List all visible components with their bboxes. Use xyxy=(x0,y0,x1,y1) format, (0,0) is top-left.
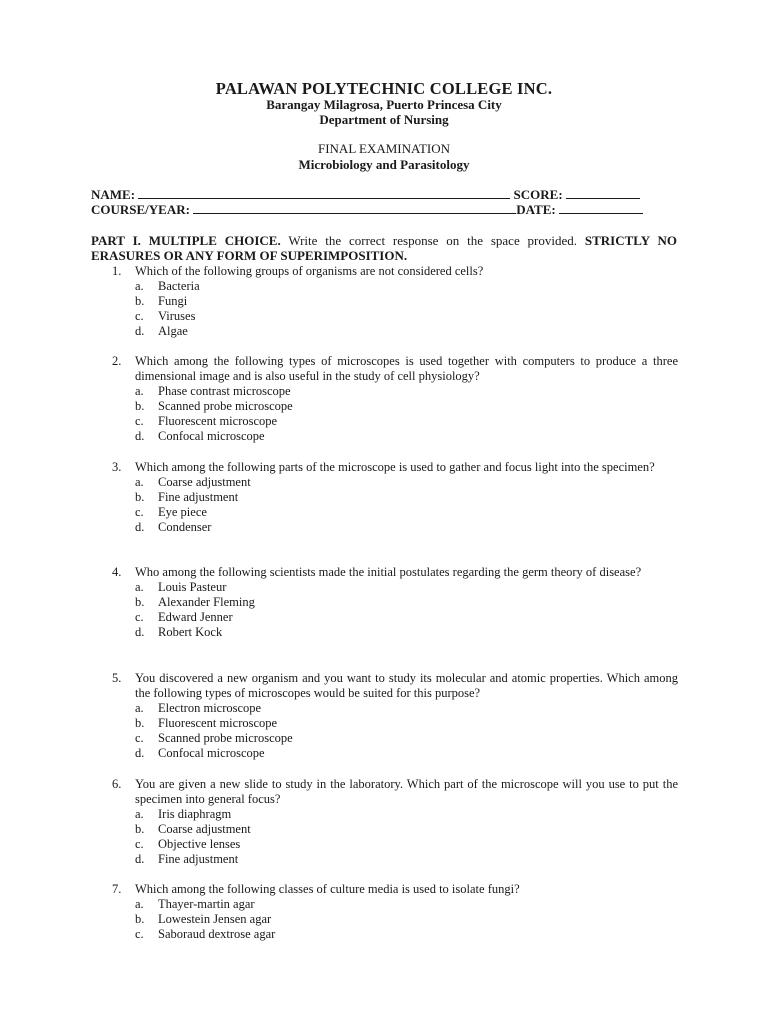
option-text: Confocal microscope xyxy=(158,746,265,760)
option-text: Louis Pasteur xyxy=(158,580,227,594)
option-text: Lowestein Jensen agar xyxy=(158,912,272,926)
option-letter: d. xyxy=(135,429,145,443)
option-letter: b. xyxy=(135,822,145,836)
answer-option xyxy=(135,731,678,746)
option-letter: d. xyxy=(135,324,145,338)
question-number: 7. xyxy=(112,882,122,896)
option-text: Fungi xyxy=(158,294,188,308)
question-number: 1. xyxy=(112,264,122,278)
part-one-instruction: Write the correct response on the space provided. xyxy=(288,233,578,248)
course-year-blank[interactable] xyxy=(193,202,516,214)
option-letter: c. xyxy=(135,309,144,323)
question-text: You are given a new slide to study in the laboratory. Which part of the microscope will you use to put the specimen into general focus? xyxy=(135,777,678,806)
answer-option xyxy=(135,625,678,640)
department-name: Department of Nursing xyxy=(319,112,449,127)
question-text: Which among the following types of microscopes is used together with computers to produce a three dimensional image and is also useful in the study of cell physiology? xyxy=(135,354,678,383)
answer-option xyxy=(135,490,678,505)
option-text: Electron microscope xyxy=(158,701,262,715)
option-text: Objective lenses xyxy=(158,837,241,851)
option-letter: b. xyxy=(135,294,145,308)
question-number: 3. xyxy=(112,460,122,474)
college-address: Barangay Milagrosa, Puerto Princesa City xyxy=(266,97,502,112)
answer-option xyxy=(135,746,678,761)
answer-option xyxy=(135,279,678,294)
answer-option xyxy=(135,716,678,731)
option-text: Coarse adjustment xyxy=(158,822,251,836)
option-text: Algae xyxy=(158,324,188,338)
part-one-title: PART I. MULTIPLE CHOICE. xyxy=(91,233,281,248)
college-name: PALAWAN POLYTECHNIC COLLEGE INC. xyxy=(215,79,553,98)
option-text: Iris diaphragm xyxy=(158,807,232,821)
option-text: Eye piece xyxy=(158,505,207,519)
answer-option xyxy=(135,399,678,414)
score-label: SCORE: xyxy=(513,187,563,202)
option-text: Coarse adjustment xyxy=(158,475,251,489)
answer-option xyxy=(135,701,678,716)
name-score-line xyxy=(91,187,640,203)
option-text: Saboraud dextrose agar xyxy=(158,927,276,941)
answer-option xyxy=(135,384,678,399)
option-text: Bacteria xyxy=(158,279,200,293)
question-text: Who among the following scientists made the initial postulates regarding the germ theory of disease? xyxy=(135,565,642,579)
name-label: NAME: xyxy=(91,187,136,202)
answer-option xyxy=(135,837,678,852)
option-letter: a. xyxy=(135,580,144,594)
question-item xyxy=(112,882,678,942)
course-date-line xyxy=(91,202,643,218)
answer-option xyxy=(135,520,678,535)
answer-option xyxy=(135,822,678,837)
option-text: Phase contrast microscope xyxy=(158,384,291,398)
option-text: Fluorescent microscope xyxy=(158,716,278,730)
option-text: Edward Jenner xyxy=(158,610,233,624)
answer-option xyxy=(135,927,678,942)
answer-option xyxy=(135,309,678,324)
answer-option xyxy=(135,505,678,520)
option-letter: b. xyxy=(135,912,145,926)
answer-option xyxy=(135,580,678,595)
option-letter: d. xyxy=(135,625,145,639)
question-number: 6. xyxy=(112,777,122,791)
part-one-warning: STRICTLY NO ERASURES OR ANY FORM OF SUPERIMPOSITION. xyxy=(91,233,678,263)
question-text: You discovered a new organism and you want to study its molecular and atomic properties. Which among the following types of microscopes would be suited for this purpose? xyxy=(135,671,678,700)
option-letter: c. xyxy=(135,414,144,428)
option-letter: b. xyxy=(135,595,145,609)
subject-title: Microbiology and Parasitology xyxy=(298,157,470,172)
exam-title: FINAL EXAMINATION xyxy=(317,141,451,156)
option-text: Condenser xyxy=(158,520,212,534)
option-letter: c. xyxy=(135,731,144,745)
date-label: DATE: xyxy=(516,202,556,217)
question-number: 4. xyxy=(112,565,122,579)
option-letter: a. xyxy=(135,897,144,911)
option-letter: b. xyxy=(135,716,145,730)
option-text: Confocal microscope xyxy=(158,429,265,443)
question-text: Which among the following classes of culture media is used to isolate fungi? xyxy=(135,882,520,896)
option-text: Viruses xyxy=(158,309,196,323)
option-text: Fine adjustment xyxy=(158,490,239,504)
answer-option xyxy=(135,324,678,339)
option-letter: a. xyxy=(135,384,144,398)
option-text: Robert Kock xyxy=(158,625,223,639)
question-item xyxy=(112,460,678,535)
option-letter: c. xyxy=(135,505,144,519)
part-one-instructions xyxy=(91,233,677,263)
option-text: Alexander Fleming xyxy=(158,595,255,609)
question-text: Which among the following parts of the microscope is used to gather and focus light into the specimen? xyxy=(135,460,655,474)
answer-option xyxy=(135,610,678,625)
option-text: Scanned probe microscope xyxy=(158,399,293,413)
answer-option xyxy=(135,897,678,912)
option-letter: a. xyxy=(135,701,144,715)
question-item xyxy=(112,354,678,444)
option-letter: c. xyxy=(135,610,144,624)
question-text: Which of the following groups of organisms are not considered cells? xyxy=(135,264,484,278)
course-year-label: COURSE/YEAR: xyxy=(91,202,190,217)
option-letter: d. xyxy=(135,746,145,760)
answer-option xyxy=(135,294,678,309)
date-blank[interactable] xyxy=(559,202,643,214)
question-item xyxy=(112,671,678,761)
option-letter: d. xyxy=(135,852,145,866)
question-number: 5. xyxy=(112,671,122,685)
option-letter: d. xyxy=(135,520,145,534)
option-letter: a. xyxy=(135,807,144,821)
option-letter: a. xyxy=(135,475,144,489)
option-letter: c. xyxy=(135,927,144,941)
option-letter: a. xyxy=(135,279,144,293)
answer-option xyxy=(135,912,678,927)
question-number: 2. xyxy=(112,354,122,368)
option-text: Fluorescent microscope xyxy=(158,414,278,428)
option-letter: b. xyxy=(135,490,145,504)
answer-option xyxy=(135,414,678,429)
name-blank[interactable] xyxy=(138,187,510,199)
option-letter: c. xyxy=(135,837,144,851)
option-text: Fine adjustment xyxy=(158,852,239,866)
answer-option xyxy=(135,807,678,822)
question-item xyxy=(112,264,678,339)
answer-option xyxy=(135,595,678,610)
option-letter: b. xyxy=(135,399,145,413)
score-blank[interactable] xyxy=(566,187,640,199)
question-item xyxy=(112,777,678,867)
answer-option xyxy=(135,852,678,867)
question-item xyxy=(112,565,678,640)
answer-option xyxy=(135,475,678,490)
option-text: Scanned probe microscope xyxy=(158,731,293,745)
answer-option xyxy=(135,429,678,444)
option-text: Thayer-martin agar xyxy=(158,897,255,911)
